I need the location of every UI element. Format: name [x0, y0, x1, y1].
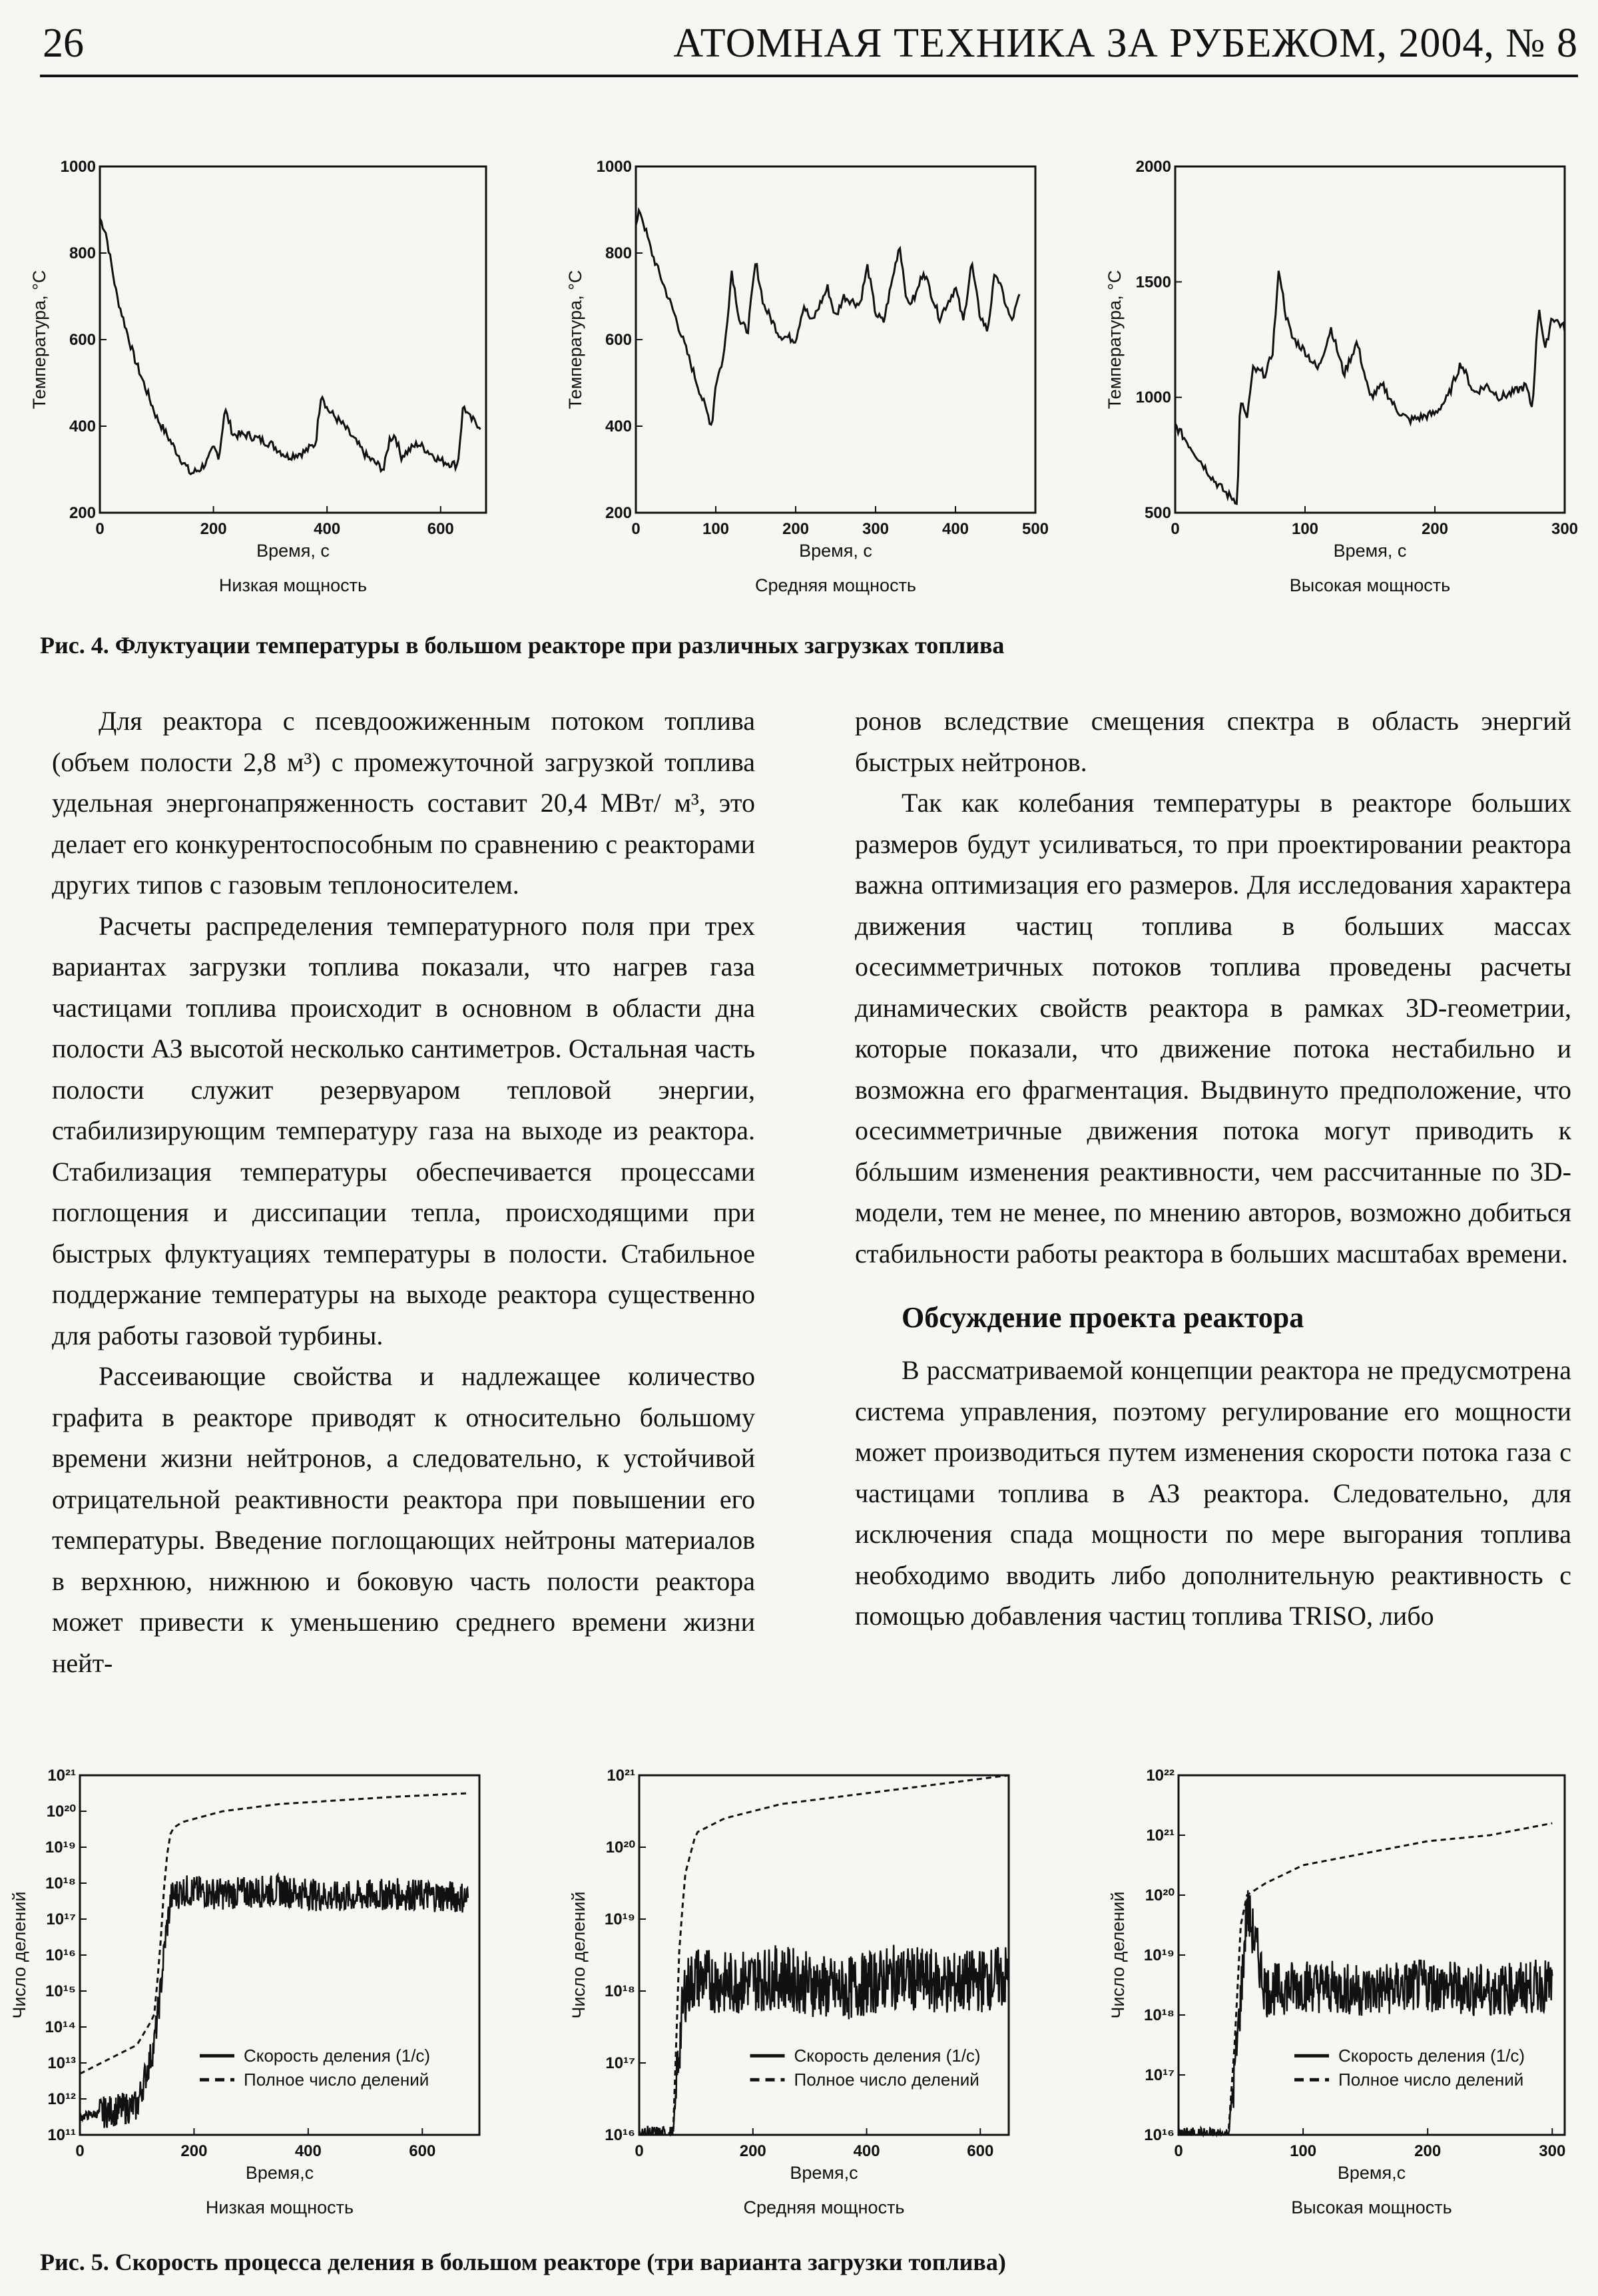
right-paragraph-3: В рассматриваемой концепции реактора не предусмотрена система управления, поэтому регулирование его мощности может производиться путем изменения скорости потока газа с частицами топлива в АЗ реактора. Следовательно, для исключения спада мощности по мере выгорания топлива необходимо вводить либо дополнительную реактивность с помощью добавления частиц топлива TRISO, либо	[855, 1355, 1571, 1631]
x-tick-label: 300	[1551, 520, 1579, 538]
y-tick-label: 600	[69, 331, 96, 349]
y-tick-label: 10¹⁴	[45, 2018, 76, 2036]
header-rule	[40, 75, 1578, 77]
plot-frame	[100, 166, 486, 513]
y-tick-label: 10¹⁷	[1145, 2066, 1175, 2084]
y-tick-label: 10¹⁸	[1143, 2006, 1175, 2024]
fission-rate-series-line	[1179, 1890, 1552, 2135]
x-tick-label: 600	[427, 520, 454, 538]
figure-5-plots	[0, 1765, 1598, 2244]
temperature-series-line	[100, 218, 481, 474]
y-tick-label: 200	[69, 504, 96, 522]
y-tick-label: 10²¹	[1146, 1827, 1175, 1845]
y-tick-label: 400	[605, 418, 632, 435]
x-tick-label: 200	[1421, 520, 1449, 538]
x-axis-label: Время,с	[245, 2163, 314, 2183]
x-tick-label: 0	[1171, 520, 1180, 538]
panel-subtitle: Средняя мощность	[743, 2197, 905, 2217]
right-paragraph-2: Так как колебания температуры в реакторе больших размеров будут усиливаться, то при проектировании реактора важна оптимизация его размеров. Для исследования характера движения частиц топлива в больших массах осесимметричных потоков топлива проведены расчеты динамических свойств реактора в рамках 3D-геометрии, которые показали, что движение потока нестабильно и возможна его фрагментация. Выдвинуто предположение, что осесимметричные движения потока могут приводить к бóльшим изменения реактивности, чем рассчитанные по 3D-модели, тем не менее, по мнению авторов, возможно добиться стабильности работы реактора в больших масштабах времени.	[855, 788, 1571, 1269]
y-tick-label: 10¹¹	[47, 2126, 76, 2144]
chart-panel	[1105, 158, 1578, 595]
x-tick-label: 400	[294, 2142, 322, 2160]
y-tick-label: 10¹⁹	[604, 1910, 635, 1928]
journal-title: АТОМНАЯ ТЕХНИКА ЗА РУБЕЖОМ, 2004, № 8	[673, 21, 1578, 66]
x-tick-label: 100	[1290, 2142, 1317, 2160]
x-axis-label: Время, с	[1333, 541, 1407, 561]
chart-legend	[750, 2046, 981, 2090]
y-tick-label: 10¹⁶	[1144, 2126, 1175, 2144]
plot-frame	[636, 166, 1035, 513]
x-tick-label: 200	[782, 520, 810, 538]
right-column	[855, 701, 1571, 1637]
x-tick-label: 0	[635, 2142, 644, 2160]
x-tick-label: 100	[1291, 520, 1319, 538]
y-tick-label: 400	[69, 418, 96, 435]
y-tick-label: 1500	[1135, 273, 1171, 292]
y-axis-label: Температура, °C	[29, 270, 49, 410]
figure-4	[0, 133, 1598, 626]
x-tick-label: 200	[180, 2142, 208, 2160]
y-tick-label: 10¹⁸	[45, 1874, 76, 1892]
y-tick-label: 10¹²	[47, 2090, 76, 2108]
y-tick-label: 10²¹	[47, 1767, 76, 1785]
y-tick-label: 10¹⁸	[604, 1982, 635, 2000]
x-tick-label: 600	[409, 2142, 436, 2160]
x-axis-label: Время,с	[1337, 2163, 1406, 2183]
left-paragraph-2: Расчеты распределения температурного поля при трех вариантах загрузки топлива показали, что нагрев газа частицами топлива происходит в основном в области дна полости АЗ высотой несколько сантиметров. Остальная часть полости служит резервуаром тепловой энергии, стабилизирующим температуру газа на выходе из реактора. Стабилизация температуры обеспечивается процессами поглощения и диссипации тепла, происходящими при быстрых флуктуациях температуры в полости. Стабильное поддержание температуры на выходе реактора существенно для работы газовой турбины.	[52, 910, 755, 1350]
x-tick-label: 300	[862, 520, 890, 538]
legend-total-label: Полное число делений	[1338, 2070, 1524, 2090]
y-tick-label: 10²⁰	[46, 1803, 76, 1821]
x-axis-label: Время, с	[256, 541, 330, 561]
y-tick-label: 10¹⁵	[45, 1982, 76, 2000]
y-axis-label: Температура, °C	[565, 270, 585, 410]
plot-frame	[1175, 166, 1565, 513]
chart-panel	[569, 1767, 1009, 2217]
y-tick-label: 10²²	[1146, 1767, 1175, 1785]
chart-legend	[1294, 2046, 1525, 2090]
y-tick-label: 10¹⁹	[45, 1839, 76, 1857]
x-tick-label: 300	[1539, 2142, 1566, 2160]
right-continuation: ронов вследствие смещения спектра в область энергий быстрых нейтронов.	[855, 706, 1571, 777]
y-axis-label: Температура, °C	[1105, 270, 1125, 410]
x-tick-label: 0	[95, 520, 105, 538]
y-tick-label: 800	[605, 244, 632, 262]
x-tick-label: 0	[75, 2142, 85, 2160]
x-tick-label: 0	[631, 520, 641, 538]
y-tick-label: 10²¹	[607, 1767, 635, 1785]
y-tick-label: 10¹⁶	[605, 2126, 635, 2144]
total-fissions-series-line	[80, 1793, 468, 2074]
y-axis-label: Число делений	[1108, 1891, 1128, 2019]
x-tick-label: 600	[967, 2142, 994, 2160]
x-tick-label: 400	[941, 520, 969, 538]
legend-rate-label: Скорость деления (1/с)	[244, 2046, 431, 2066]
x-tick-label: 400	[853, 2142, 880, 2160]
x-tick-label: 200	[1414, 2142, 1442, 2160]
y-tick-label: 500	[1144, 504, 1171, 522]
x-tick-label: 0	[1174, 2142, 1183, 2160]
left-column	[52, 701, 755, 1683]
section-heading: Обсуждение проекта реактора	[902, 1301, 1304, 1334]
x-tick-label: 500	[1021, 520, 1049, 538]
legend-rate-label: Скорость деления (1/с)	[1338, 2046, 1525, 2066]
y-tick-label: 800	[69, 244, 96, 262]
chart-legend	[200, 2046, 430, 2090]
y-tick-label: 10¹⁹	[1143, 1946, 1175, 1964]
y-tick-label: 10¹⁷	[605, 2054, 635, 2072]
chart-panel	[565, 158, 1049, 595]
x-tick-label: 200	[739, 2142, 766, 2160]
x-axis-label: Время,с	[790, 2163, 858, 2183]
legend-rate-label: Скорость деления (1/с)	[794, 2046, 981, 2066]
x-tick-label: 200	[200, 520, 227, 538]
y-tick-label: 600	[605, 331, 632, 349]
y-tick-label: 1000	[596, 158, 632, 176]
panel-subtitle: Высокая мощность	[1289, 575, 1451, 595]
y-tick-label: 10¹⁷	[46, 1910, 76, 1928]
left-paragraph-1: Для реактора с псевдоожиженным потоком топлива (объем полости 2,8 м³) с промежуточной загрузкой топлива удельная энергонапряженность составит 20,4 МВт/ м³, это делает его конкурентоспособным по сравнению с реакторами других типов с газовым теплоносителем.	[52, 706, 755, 900]
x-tick-label: 100	[702, 520, 730, 538]
temperature-series-line	[636, 210, 1019, 425]
y-tick-label: 2000	[1135, 158, 1171, 176]
y-tick-label: 10²⁰	[1145, 1886, 1175, 1904]
chart-panel	[29, 158, 486, 595]
y-tick-label: 1000	[1135, 388, 1171, 407]
y-axis-label: Число делений	[569, 1891, 589, 2019]
legend-total-label: Полное число делений	[244, 2070, 429, 2090]
figure-5-caption: Рис. 5. Скорость процесса деления в большом реакторе (три варианта загрузки топлива)	[40, 2249, 1006, 2275]
y-tick-label: 200	[605, 504, 632, 522]
y-axis-label: Число делений	[9, 1891, 29, 2019]
x-axis-label: Время, с	[799, 541, 872, 561]
left-paragraph-3: Рассеивающие свойства и надлежащее количество графита в реакторе приводят к относительно большому времени жизни нейтронов, а следовательно, к устойчивой отрицательной реактивности реактора при повышении его температуры. Введение поглощающих нейтроны материалов в верхнюю, нижнюю и боковую часть полости реактора может привести к уменьшению среднего времени жизни нейт-	[52, 1361, 755, 1678]
chart-panel	[9, 1767, 479, 2217]
y-tick-label: 10¹³	[47, 2054, 76, 2072]
temperature-series-line	[1175, 271, 1565, 504]
page-number: 26	[43, 21, 84, 66]
panel-subtitle: Низкая мощность	[218, 575, 368, 595]
x-tick-label: 400	[314, 520, 341, 538]
y-tick-label: 10²⁰	[605, 1839, 635, 1857]
figure-4-plots	[0, 133, 1598, 626]
figure-5	[0, 1765, 1598, 2244]
legend-total-label: Полное число делений	[794, 2070, 979, 2090]
panel-subtitle: Средняя мощность	[755, 575, 916, 595]
fission-rate-series-line	[639, 1945, 1009, 2135]
fission-rate-series-line	[80, 1874, 468, 2128]
y-tick-label: 1000	[60, 158, 96, 176]
chart-panel	[1108, 1767, 1565, 2217]
y-tick-label: 10¹⁶	[45, 1946, 76, 1964]
figure-4-caption: Рис. 4. Флуктуации температуры в большом реакторе при различных загрузках топлива	[40, 632, 1005, 659]
panel-subtitle: Высокая мощность	[1291, 2197, 1452, 2217]
panel-subtitle: Низкая мощность	[205, 2197, 354, 2217]
